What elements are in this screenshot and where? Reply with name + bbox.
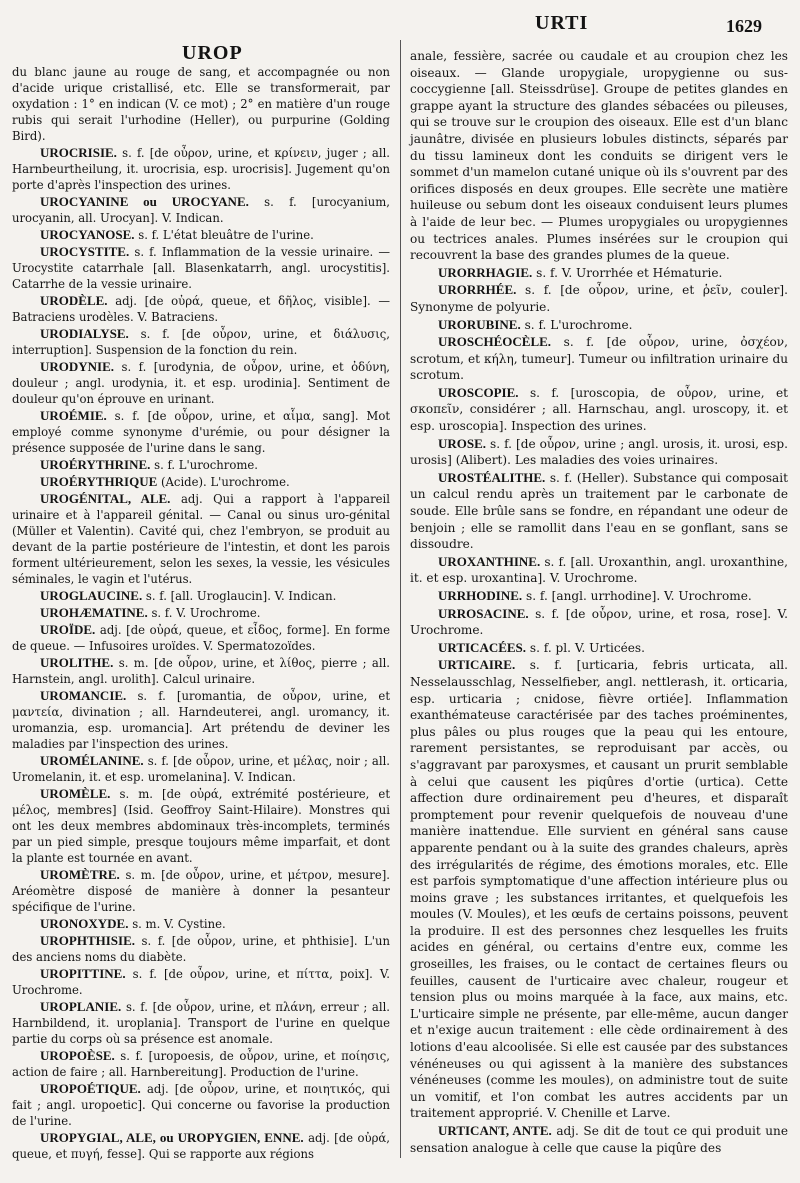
entry-text: s. f. L'urochrome.: [154, 458, 259, 472]
entry-headword: URODÈLE.: [40, 293, 108, 308]
entry-text: adj. [de οὖρον, urine, et ποιητικός, qui fait ; angl. uropoetic]. Qui concerne ou favorise la production de l'urine.: [12, 1082, 391, 1128]
entry-text: s. f. [de οὖρον, urine, et phthisie]. L'un des anciens noms du diabète.: [12, 934, 390, 964]
dictionary-entry: [410, 554, 788, 587]
entry-headword: UROMÈTRE.: [40, 867, 120, 882]
entry-text: s. f. L'état bleuâtre de l'urine.: [138, 228, 314, 242]
dictionary-entry: [12, 1048, 390, 1080]
entry-headword: UROPLANIE.: [40, 999, 122, 1014]
dictionary-entry: [12, 457, 390, 473]
dictionary-entry: [410, 436, 788, 469]
entry-headword: UROMANCIE.: [40, 688, 127, 703]
entry-text: s. f. [de οὖρον, urine, et αἷμα, sang]. Mot employé comme synonyme d'urémie, ou pour désigner la présence supposée de l'urine dans le sang.: [12, 409, 391, 455]
entry-headword: UROCYANINE ou UROCYANE.: [40, 194, 249, 209]
entry-text: (Acide). L'urochrome.: [160, 475, 290, 489]
entry-text: s. f. [urocyanium, urocyanin, all. Urocyan]. V. Indican.: [12, 195, 391, 225]
dictionary-entry: [410, 48, 788, 264]
entry-headword: UROHÆMATINE.: [40, 605, 148, 620]
entry-text: adj. [de οὐρά, queue, et δῆλος, visible]. — Batraciens urodèles. V. Batraciens.: [12, 294, 390, 324]
entry-text: s. f. [de οὖρον, urine, et μέλας, noir ; all. Uromelanin, it. et esp. uromelanina]. V. Indican.: [12, 754, 390, 784]
entry-headword: UROMÈLE.: [40, 786, 111, 801]
entry-text: s. f. [de οὖρον, urine, ὀσχέον, scrotum, et κήλη, tumeur]. Tumeur ou infiltration urinaire du scrotum.: [410, 335, 788, 383]
entry-text: s. f. V. Urochrome.: [151, 606, 261, 620]
dictionary-entry: [12, 1130, 390, 1162]
entry-headword: UROPITTINE.: [40, 966, 126, 981]
entry-text: s. m. [de οὐρά, extrémité postérieure, et μέλος, membres] (Isid. Geoffroy Saint-Hilaire). Monstres qui ont les deux membres abdominaux très-incomplets, terminés par un pied simple, presque toujours même imparfait, et dont la plante est tournée en avant.: [12, 787, 391, 865]
entry-headword: URTICAIRE.: [438, 657, 516, 673]
dictionary-entry: [12, 605, 390, 621]
entry-text: anale, fessière, sacrée ou caudale et au croupion chez les oiseaux. — Glande uropygiale, uropygienne ou sus-coccygienne [all. Steissdrüse]. Groupe de petites glandes en grappe ayant la structure des glandes sébacées ou pileuses, qui se trouve sur le croupion des oiseaux. Elle est d'un blanc jaunâtre, divisée en plusieurs lobules distincts, séparés par du tissu lamineux dont les conduits se dirigent vers le sommet d'un mamelon cutané unique où ils s'ouvrent par des orifices disposés en deux groupes. Elle secrète une matière huileuse ou sebum dont les oiseaux conduisent leurs plumes à l'aide de leur bec. — Plumes uropygiales ou uropygiennes ou tectrices anales. Plumes insérées sur le croupion qui recouvrent la base des grandes plumes de la queue.: [410, 49, 788, 263]
dictionary-entry: [410, 334, 788, 384]
entry-text: s. f. [uropoesis, de οὖρον, urine, et ποίησις, action de faire ; all. Harnbereitung]. Production de l'urine.: [12, 1049, 390, 1079]
entry-headword: UROSE.: [438, 435, 487, 451]
entry-headword: URORRHAGIE.: [438, 264, 533, 280]
dictionary-entry: [12, 753, 390, 785]
entry-headword: UROSTÉALITHE.: [438, 469, 546, 485]
entry-headword: UROÉRYTHRINE.: [40, 457, 151, 472]
dictionary-entry: [410, 606, 788, 639]
entry-headword: UROÏDE.: [40, 622, 96, 637]
entry-headword: UROLITHE.: [40, 655, 114, 670]
entry-headword: URORUBINE.: [438, 316, 521, 332]
entry-headword: UROXANTHINE.: [438, 553, 541, 569]
page-number: 1629: [726, 16, 762, 36]
dictionary-entry: [12, 688, 390, 752]
entry-text: s. f. [de οὖρον, urine ; angl. urosis, it. urosi, esp. urosis] (Alibert). Les maladies des voies urinaires.: [410, 436, 788, 468]
dictionary-entry: [410, 657, 788, 1122]
dictionary-entry: [12, 359, 390, 407]
dictionary-entry: [12, 786, 390, 866]
entry-headword: UROÉRYTHRIQUE: [40, 474, 158, 489]
entry-text: s. f. [urodynia, de οὖρον, urine, et ὀδύνη, douleur ; angl. urodynia, it. et esp. urodinia]. Sentiment de douleur qu'on éprouve en urinant.: [12, 360, 390, 406]
entry-text: s. f. [de οὖρον, urine, et πλάνη, erreur ; all. Harnbildend, it. uroplania]. Transport de l'urine en quelque partie du corps où sa présence est anomale.: [12, 1000, 391, 1046]
entry-text: s. f. [de οὖρον, urine, et κρίνειν, juger ; all. Harnbeurtheilung, it. urocrisia, esp. urocrisis]. Jugement qu'on porte d'après l'inspection des urines.: [12, 146, 390, 192]
dictionary-entry: [12, 867, 390, 915]
entry-headword: URROSACINE.: [438, 605, 529, 621]
entry-headword: UROPYGIAL, ALE, ou UROPYGIEN, ENNE.: [40, 1130, 304, 1145]
entry-text: s. f. [all. Uroglaucin]. V. Indican.: [145, 589, 337, 603]
entry-text: s. f. [uroscopia, de οὖρον, urine, et σκοπεῖν, considérer ; all. Harnschau, angl. uroscopy, it. et esp. uroscopia]. Inspection des urines.: [410, 385, 788, 434]
left-column: [12, 64, 390, 1163]
entry-text: s. f. L'urochrome.: [524, 317, 633, 332]
entry-text: du blanc jaune au rouge de sang, et accompagnée ou non d'acide urique cristallisé, etc. Elle se transformerait, par oxydation : 1° en indican (V. ce mot) ; 2° en matière d'un rouge rubis qui serait l'urhodine (Heller), ou purpurine (Golding Bird).: [12, 65, 390, 143]
entry-headword: UROSCHÉOCÈLE.: [438, 334, 552, 350]
dictionary-entry: [12, 622, 390, 654]
dictionary-entry: [12, 655, 390, 687]
entry-headword: UROÉMIE.: [40, 408, 107, 423]
dictionary-entry: [12, 491, 390, 587]
entry-text: s. m. [de οὖρον, urine, et μέτρον, mesure]. Aréomètre disposé de manière à donner la pesanteur spécifique de l'urine.: [12, 868, 390, 914]
entry-headword: UROCYANOSE.: [40, 227, 135, 242]
dictionary-entry: [12, 64, 390, 144]
dictionary-entry: [12, 145, 390, 193]
dictionary-entry: [410, 282, 788, 315]
entry-headword: UROGLAUCINE.: [40, 588, 143, 603]
entry-headword: UROPOÉTIQUE.: [40, 1081, 141, 1096]
dictionary-entry: [12, 933, 390, 965]
entry-headword: UROGÉNITAL, ALE.: [40, 491, 171, 506]
dictionary-entry: [12, 244, 390, 292]
entry-text: s. f. [de οὖρον, urine, et διάλυσις, interruption]. Suspension de la fonction du rein.: [12, 327, 390, 357]
entry-text: s. f. V. Urorrhée et Hématurie.: [536, 265, 723, 280]
entry-headword: UROCYSTITE.: [40, 244, 130, 259]
entry-headword: URORRHÉE.: [438, 282, 517, 298]
dictionary-entry: [12, 326, 390, 358]
right-column: [410, 48, 788, 1157]
entry-headword: UROCRISIE.: [40, 145, 117, 160]
entry-headword: UROPHTHISIE.: [40, 933, 135, 948]
entry-text: s. f. [angl. urrhodine]. V. Urochrome.: [526, 589, 752, 603]
dictionary-entry: [12, 1081, 390, 1129]
entry-text: s. m. [de οὖρον, urine, et λίθος, pierre ; all. Harnstein, angl. urolith]. Calcul urinaire.: [12, 656, 391, 686]
entry-text: s. f. [de οὖρον, urine, et πίττα, poix]. V. Urochrome.: [12, 967, 390, 997]
dictionary-entry: [12, 227, 390, 243]
dictionary-entry: [410, 385, 788, 435]
dictionary-entry: [12, 408, 390, 456]
entry-headword: URODIALYSE.: [40, 326, 129, 341]
entry-text: s. f. [de οὖρον, urine, et rosa, rose]. V. Urochrome.: [410, 606, 788, 638]
dictionary-entry: [12, 474, 390, 490]
dictionary-entry: [410, 470, 788, 553]
entry-text: s. f. [uromantia, de οὖρον, urine, et μαντεία, divination ; all. Harndeuterei, angl. uromancy, it. uromanzia, esp. uromancia]. Art prétendu de deviner les maladies par l'inspection des urines.: [12, 689, 391, 751]
entry-text: adj. [de οὐρά, queue, et εἶδος, forme]. En forme de queue. — Infusoires uroïdes. V. Spermatozoïdes.: [12, 623, 390, 653]
dictionary-entry: [410, 317, 788, 334]
entry-headword: UROMÉLANINE.: [40, 753, 144, 768]
dictionary-entry: [12, 999, 390, 1047]
dictionary-entry: [12, 293, 390, 325]
entry-headword: URRHODINE.: [438, 588, 523, 603]
entry-text: s. f. pl. V. Urticées.: [529, 640, 645, 655]
dictionary-entry: [12, 588, 390, 604]
entry-headword: UROSCOPIE.: [438, 384, 519, 400]
left-running-head: UROP: [182, 42, 243, 64]
right-running-head: URTI: [535, 12, 589, 34]
entry-text: adj. Se dit de tout ce qui produit une sensation analogue à celle que cause la piqûre des: [410, 1124, 788, 1155]
entry-headword: UROPOÈSE.: [40, 1048, 115, 1063]
dictionary-entry: [410, 265, 788, 282]
entry-headword: URTICACÉES.: [438, 639, 527, 655]
entry-text: s. f. Inflammation de la vessie urinaire. — Urocystite catarrhale [all. Blasenkatarrh, angl. urocystitis]. Catarrhe de la vessie urinaire.: [12, 245, 390, 291]
dictionary-entry: [410, 1123, 788, 1156]
dictionary-entry: [12, 916, 390, 932]
dictionary-entry: [410, 588, 788, 605]
dictionary-entry: [410, 640, 788, 657]
dictionary-entry: [12, 194, 390, 226]
dictionary-entry: [12, 966, 390, 998]
entry-text: s. f. [de οὖρον, urine, et ῥεῖν, couler]. Synonyme de polyurie.: [410, 283, 788, 314]
entry-headword: URTICANT, ANTE.: [438, 1123, 552, 1138]
entry-headword: URONOXYDE.: [40, 916, 129, 931]
entry-text: adj. [de οὐρά, queue, et πυγή, fesse]. Qui se rapporte aux régions: [12, 1131, 390, 1161]
entry-text: s. f. (Heller). Substance qui composait un calcul rendu après un traitement par le carbonate de soude. Elle brûle sans se fondre, en répandant une odeur de benjoin ; elle se ramollit dans l'eau en se gonflant, sans se dissoudre.: [410, 470, 788, 552]
entry-text: s. f. [all. Uroxanthin, angl. uroxanthine, it. et esp. uroxantina]. V. Urochrome.: [410, 554, 788, 586]
entry-text: s. f. [urticaria, febris urticata, all. Nesselausschlag, Nesselfieber, angl. nettlerash, it. orticaria, esp. urticaria ; cnidose, fièvre ortiée]. Inflammation exanthémateuse caractérisée par des taches proéminentes, plus pâles ou plus rouges que la peau qui les entoure, rarement persistantes, se reproduisant par accès, ou s'aggravant par paroxysmes, et causant un prurit semblable à celui que causent les piqûres d'ortie (urtica). Cette affection dure ordinairement peu d'heures, et disparaît promptement pour revenir quelquefois de nouveau d'une manière inattendue. Elle survient en général sans cause apparente pendant ou à la suite des grandes chaleurs, après des irrégularités de régime, des émotions morales, etc. Elle est parfois symptomatique d'une affection intérieure plus ou moins grave ; les substances irritantes, et quelquefois les moules (V. Moules), et les œufs de certains poissons, peuvent la produire. Il est des personnes chez lesquelles les fruits acides en général, ou certains d'entre eux, comme les groseilles, les fraises, ou le contact de certaines fleurs ou feuilles, causent de l'urticaire avec chaleur, rougeur et tension plus ou moins marquée à la face, aux mains, etc. L'urticaire simple ne présente, par elle-même, aucun danger et n'exige aucun traitement : elle cède ordinairement à des lotions d'eau alcoolisée. Si elle est causée par des substances vénéneuses ou qui agissent à la manière des substances vénéneuses (comme les moules), on administre tout de suite un vomitif, et l'on combat les autres accidents par un traitement approprié. V. Chenille et Larve.: [410, 658, 788, 1121]
entry-headword: URODYNIE.: [40, 359, 115, 374]
entry-text: adj. Qui a rapport à l'appareil urinaire et à l'appareil génital. — Canal ou sinus uro-génital (Müller et Valentin). Cavité qui, chez l'embryon, se produit au devant de la partie postérieure de l'intestin, et dont les parois forment ultérieurement, selon les sexes, la vessie, les vésicules séminales, le vagin et l'utérus.: [12, 492, 390, 586]
entry-text: s. m. V. Cystine.: [132, 917, 226, 931]
column-divider: [400, 40, 401, 1158]
